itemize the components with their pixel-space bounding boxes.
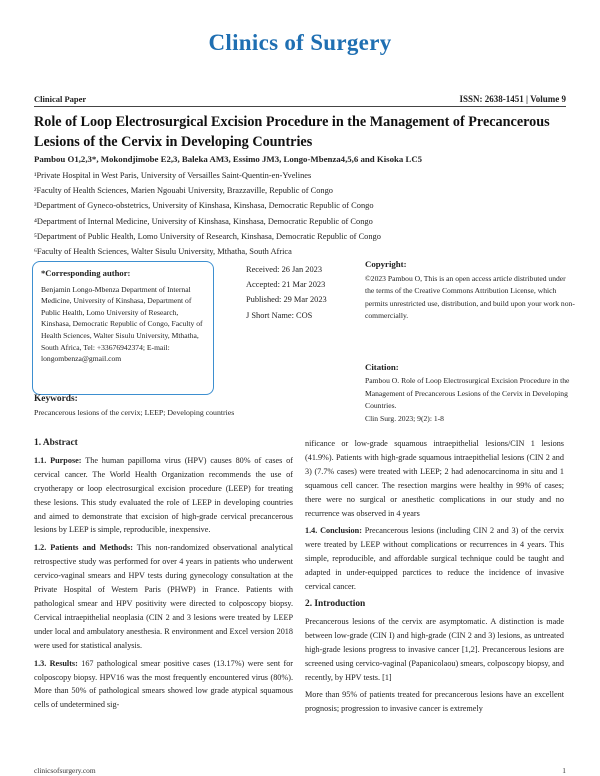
affiliation: ²Faculty of Health Sciences, Marien Ngouabi University, Brazzaville, Republic of Congo <box>34 186 333 196</box>
accepted-date: Accepted: 21 Mar 2023 <box>246 280 326 290</box>
affiliation: ³Department of Gyneco-obstetrics, University of Kinshasa, Kinshasa, Democratic Republic of Congo <box>34 201 374 211</box>
abstract-results <box>34 657 293 713</box>
introduction-paragraph: Precancerous lesions of the cervix are asymptomatic. A distinction is made between low-grade (CIN I) and high-grade (CIN 2 and 3) lesions, as untreated high-grade lesions progress to invasive cancer [1,2]. Precancerous lesions are screened using cervico-vaginal (Papanicolaou) smears, colposcopy biopsy, and recently, by HPV tests. [1] <box>305 616 564 682</box>
right-column <box>305 437 564 720</box>
keywords-heading: Keywords: <box>34 394 78 404</box>
article-dates <box>246 262 327 323</box>
keywords-block <box>34 393 264 419</box>
citation-block <box>365 361 575 425</box>
journal-title: Clinics of Surgery <box>208 30 392 55</box>
methods-text: This non-randomized observational analytical retrospective study was performed for over 4 years in patients who underwent cervico-vaginal smears and HPV tests during gynecology consultation at the Private Hospital of Western Paris (PHWP) in France. Patients with pathological smear and HPV positivity were directed to colposcopy biopsy. Cervical intraepithelial neoplasia (CIN 2 and 3 lesions were treated by LEEP under local and ambulatory anesthesia. R environment and Excel version 2018 were used for statistical analysis. <box>34 543 293 650</box>
results-text: 167 pathological smear positive cases (13.17%) were sent for colposcopy biopsy. HPV16 was the most frequently encountered virus (80%). More than 50% of pathological smears showed low grade atypical squamous cells of undetermined sig- <box>34 658 294 710</box>
purpose-label: 1.1. Purpose: <box>34 455 82 465</box>
introduction-paragraph: More than 95% of patients treated for precancerous lesions have an excellent prognosis; progression to invasive cancer is extremely <box>305 690 564 714</box>
header-divider <box>34 106 566 107</box>
copyright-heading: Copyright: <box>365 259 407 269</box>
copyright-text: ©2023 Pambou O, This is an open access article distributed under the terms of the Creative Commons Attribution License, which permits unrestricted use, distribution, and build upon your work non-commercially. <box>365 273 575 321</box>
corresponding-author-heading: *Corresponding author: <box>41 268 131 278</box>
abstract-purpose <box>34 454 293 537</box>
affiliations <box>34 168 381 259</box>
affiliation: ⁶Faculty of Health Sciences, Walter Sisulu University, Mthatha, South Africa <box>34 247 292 257</box>
citation-text: Pambou O. Role of Loop Electrosurgical Excision Procedure in the Management of Precancerous Lesions of the Cervix in Developing Countries. <box>365 376 570 411</box>
article-type: Clinical Paper <box>34 94 87 104</box>
results-label: 1.3. Results: <box>34 658 78 668</box>
methods-label: 1.2. Patients and Methods: <box>34 543 133 553</box>
meta-row <box>34 94 566 104</box>
conclusion-text: Precancerous lesions (including CIN 2 and 3) of the cervix were treated by LEEP without complications or recurrences in 4 years. This simple, reproducible, and affordable surgical technique could be taught and adapted in under-equipped parctices to reduce the incidence of invasive cervical cancer. <box>305 526 564 592</box>
citation-reference: Clin Surg. 2023; 9(2): 1-8 <box>365 413 444 423</box>
abstract-methods <box>34 541 293 652</box>
corresponding-author-details: Benjamin Longo-Mbenza Department of Internal Medicine, University of Kinshasa, Department of Public Health, Lomo University of Research, Kinshasa, Democratic Republic of Congo, Faculty of Health Sciences, Walter Sisulu University, Mthatha, South Africa, Tel: +33676942374; E-mail: longombenza@gmail.com <box>41 284 203 364</box>
results-continued: nificance or low-grade squamous intraepithelial lesions/CIN 1 lesions (41.9%). Patients with high-grade squamous intraepithelial lesions (CIN 2 and 3) (7.7% cases) were treated with LEEP; 2 had adenocarcinoma in situ and 1 squamous cell cancer. The resection margins were healthy in 99% of cases; there were no surgical or anesthetic complications in our study and no recurrence was observed in 4 years <box>305 439 564 518</box>
conclusion-label: 1.4. Conclusion: <box>305 526 362 536</box>
published-date: Published: 29 Mar 2023 <box>246 295 327 305</box>
affiliation: ⁴Department of Internal Medicine, University of Kinshasa, Kinshasa, Democratic Republic of Congo <box>34 216 373 226</box>
affiliation: ¹Private Hospital in West Paris, University of Versailles Saint-Quentin-en-Yvelines <box>34 171 312 180</box>
affiliation: ⁵Department of Public Health, Lomo University of Research, Kinshasa, Democratic Republic of Congo <box>34 231 381 241</box>
corresponding-author-box <box>32 261 214 395</box>
purpose-text: The human papilloma virus (HPV) causes 80% of cases of cervical cancer. The World Health Organization recommends the use of cryotherapy or loop electrosurgical excision procedure (LEEP) for treating these lesions. This study evaluated the role of LEEP in developing countries and aimed to demonstrate that excision of high-grade cervical precancerous lesions by LEEP is simple, reproducible, inexpensive. <box>34 455 294 535</box>
journal-short-name: J Short Name: COS <box>246 310 313 320</box>
abstract-heading: 1. Abstract <box>34 438 78 448</box>
introduction-heading: 2. Introduction <box>305 598 366 609</box>
left-column <box>34 437 293 716</box>
keywords-text: Precancerous lesions of the cervix; LEEP; Developing countries <box>34 408 235 417</box>
citation-heading: Citation: <box>365 362 399 372</box>
issn-volume: ISSN: 2638-1451 | Volume 9 <box>459 94 566 104</box>
copyright-block <box>365 258 575 323</box>
page-number: 1 <box>562 766 566 775</box>
received-date: Received: 26 Jan 2023 <box>246 265 323 274</box>
abstract-conclusion <box>305 524 564 594</box>
author-list: Pambou O1,2,3*, Mokondjimobe E2,3, Baleka AM3, Essimo JM3, Longo-Mbenza4,5,6 and Kisoka LC5 <box>34 154 423 164</box>
footer-url: clinicsofsurgery.com <box>34 766 96 775</box>
paper-title: Role of Loop Electrosurgical Excision Procedure in the Management of Precancerous Lesions of the Cervix in Developing Countries <box>34 114 550 150</box>
